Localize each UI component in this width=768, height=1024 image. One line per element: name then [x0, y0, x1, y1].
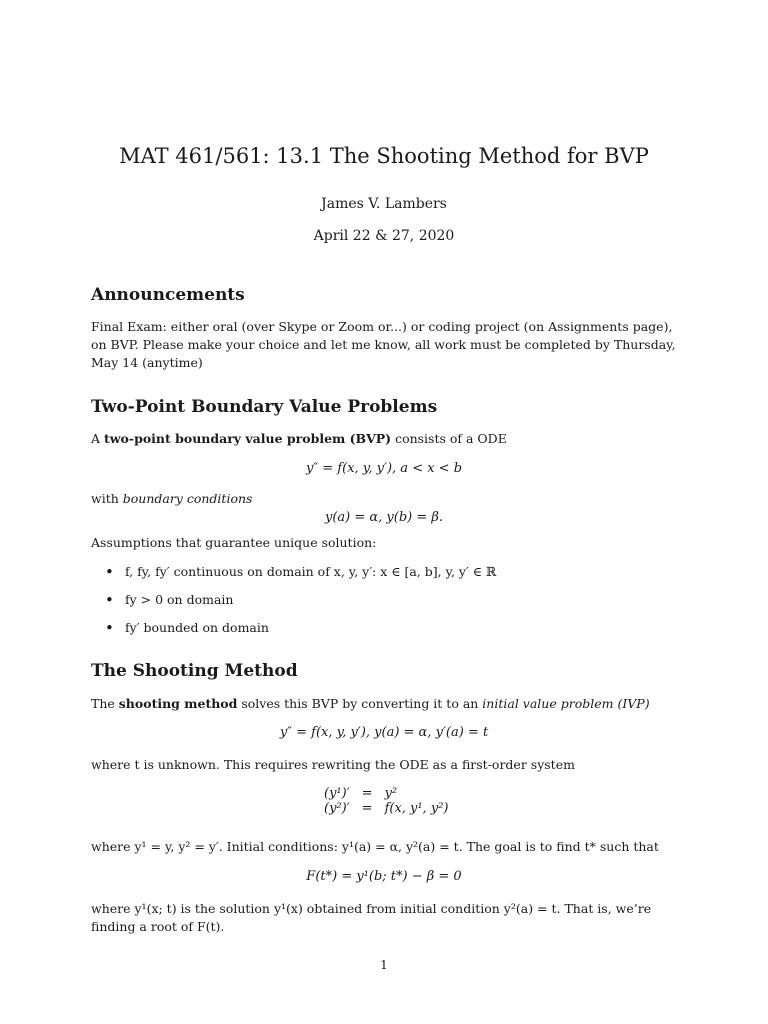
shooting-intro-b: solves this BVP by converting it to an: [237, 696, 483, 711]
document-date: April 22 & 27, 2020: [313, 228, 455, 244]
page-number: 1: [380, 958, 388, 972]
shooting-intro-a: The: [91, 696, 119, 711]
system-equals: =: [361, 786, 373, 801]
assumptions-text: Assumptions that guarantee unique solution:: [91, 535, 377, 550]
first-order-system: [318, 786, 455, 816]
shooting-intro: [91, 695, 681, 713]
bvp-with-text: [91, 490, 681, 508]
assumption-item: • f, fy, fy′ continuous on domain of x, y, y′: x ∈ [a, b], y, y′ ∈ ℝ: [105, 563, 496, 591]
closing-text: where y¹(x; t) is the solution y¹(x) obtained from initial condition y²(a) = t. That is, we’re finding a root of F(t).: [91, 901, 652, 934]
where-t-text: where t is unknown. This requires rewriting the ODE as a first-order system: [91, 757, 575, 772]
equation-ode: y″ = f(x, y, y′), a < x < b: [305, 461, 463, 476]
ivp-term: initial value problem (IVP): [482, 696, 650, 711]
bvp-heading: Two-Point Boundary Value Problems: [91, 397, 438, 417]
equation-boundary: y(a) = α, y(b) = β.: [324, 510, 444, 525]
announcements-heading: Announcements: [91, 285, 245, 305]
system-equals: =: [361, 801, 373, 816]
bvp-intro: [91, 430, 681, 448]
system-lhs: (y²)′: [324, 801, 350, 816]
author-name: James V. Lambers: [321, 196, 447, 212]
system-rhs: y²: [384, 786, 398, 801]
system-rhs: f(x, y¹, y²): [384, 801, 449, 816]
bvp-intro-a: A: [91, 431, 105, 446]
with-label: with: [91, 491, 123, 506]
document-title: MAT 461/561: 13.1 The Shooting Method for BVP: [119, 144, 649, 168]
assumptions-list: [105, 563, 496, 647]
shooting-term: shooting method: [118, 696, 238, 711]
assumption-item: • fy′ bounded on domain: [105, 619, 496, 647]
bvp-term: two-point boundary value problem (BVP): [104, 431, 392, 446]
announcements-text: Final Exam: either oral (over Skype or Zoom or...) or coding project (on Assignments page), on BVP. Please make your choice and let me know, all work must be completed by Thursday, May 14 (anytime): [91, 319, 676, 370]
boundary-conditions-term: boundary conditions: [122, 491, 253, 506]
where-y-text: where y¹ = y, y² = y′. Initial conditions: y¹(a) = α, y²(a) = t. The goal is to find t* such that: [91, 839, 659, 854]
equation-ivp: y″ = f(x, y, y′), y(a) = α, y′(a) = t: [279, 725, 489, 740]
assumption-item: • fy > 0 on domain: [105, 591, 496, 619]
shooting-heading: The Shooting Method: [91, 661, 298, 681]
equation-root: F(t*) = y¹(b; t*) − β = 0: [306, 869, 462, 884]
bvp-intro-b: consists of a ODE: [391, 431, 507, 446]
system-lhs: (y¹)′: [324, 786, 350, 801]
